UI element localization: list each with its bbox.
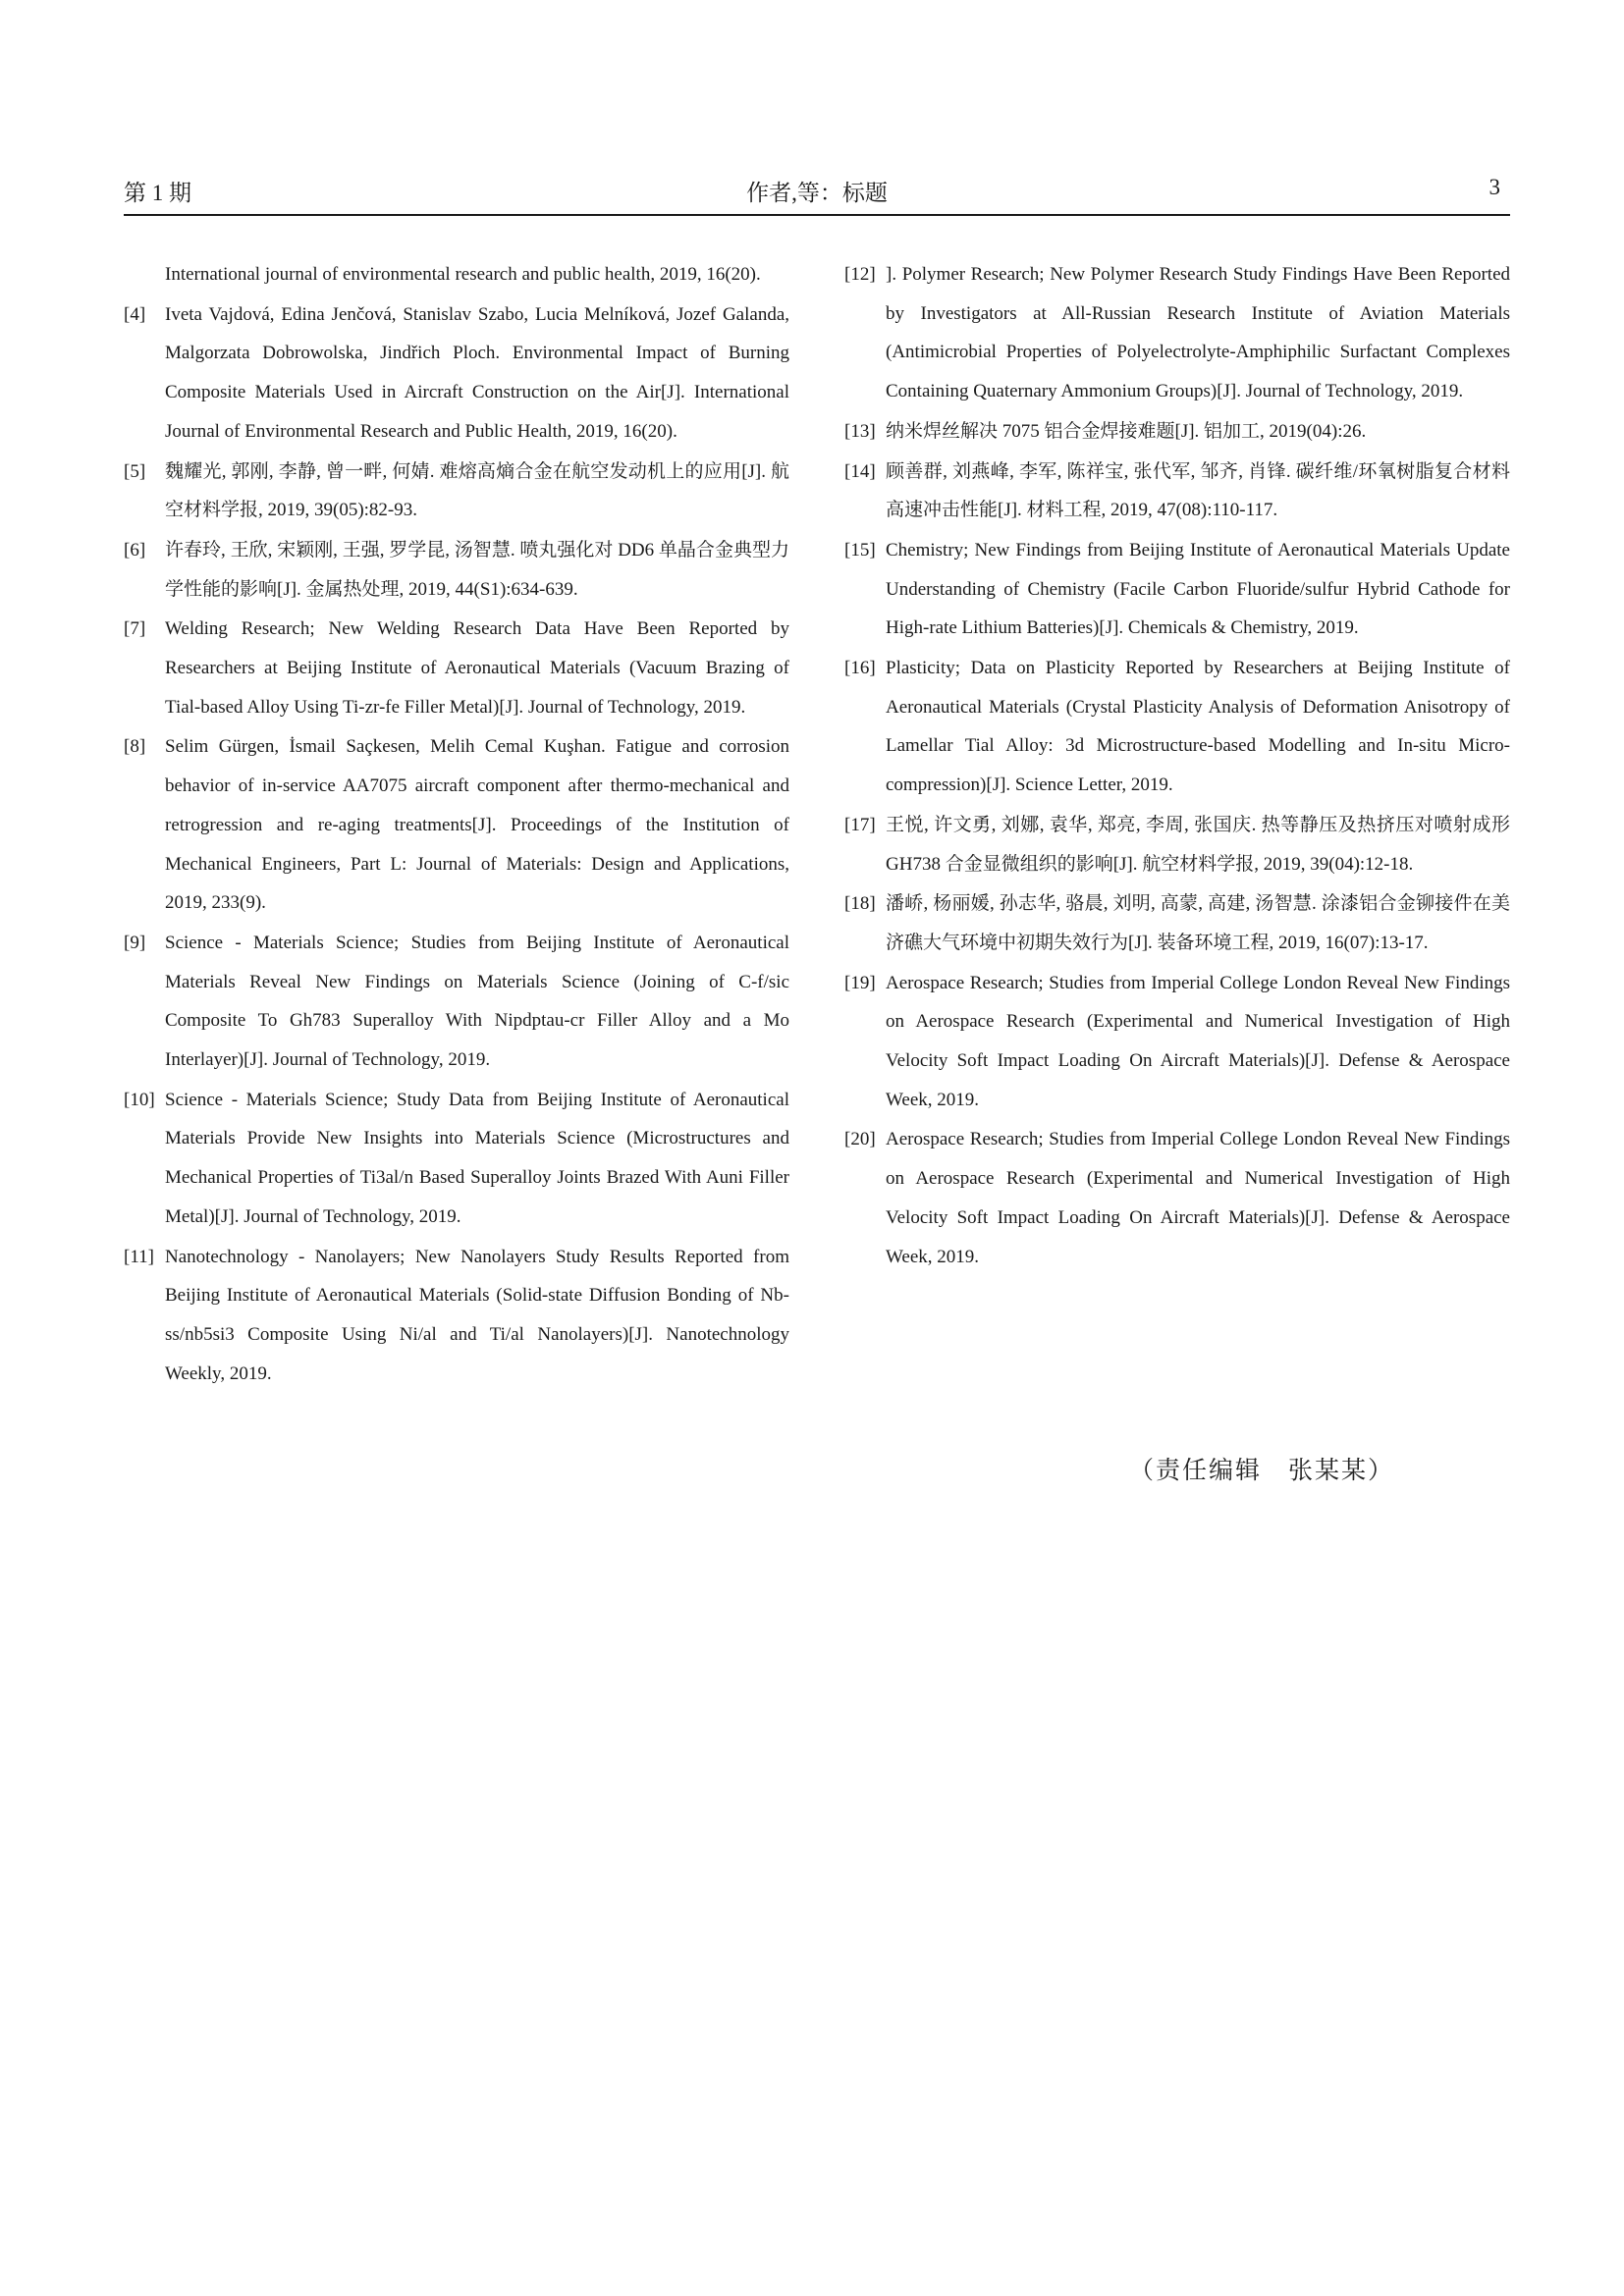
- reference-text: Iveta Vajdová, Edina Jenčová, Stanislav Szabo, Lucia Melníková, Jozef Galanda, Malgorzata Dobrowolska, Jindřich Ploch. Environmental Impact of Burning Composite Materials Used in Aircraft Construction on the Air[J]. International Journal of Environmental Research and Public Health, 2019, 16(20).: [165, 303, 789, 442]
- reference-text: 纳米焊丝解决 7075 铝合金焊接难题[J]. 铝加工, 2019(04):26.: [886, 420, 1367, 442]
- reference-item: [124, 1238, 789, 1394]
- reference-item: [844, 806, 1510, 883]
- reference-number: [10]: [124, 1089, 155, 1110]
- reference-text: 魏耀光, 郭刚, 李静, 曾一畔, 何婧. 难熔高熵合金在航空发动机上的应用[J]. 航空材料学报, 2019, 39(05):82-93.: [165, 460, 789, 521]
- reference-number: [15]: [844, 539, 876, 561]
- reference-number: [5]: [124, 460, 146, 482]
- reference-item: [844, 453, 1510, 530]
- reference-text: Aerospace Research; Studies from Imperial College London Reveal New Findings on Aerospace Research (Experimental and Numerical Investigation of High Velocity Soft Impact Loading On Aircraft Materials)[J]. Defense & Aerospace Week, 2019.: [886, 1129, 1510, 1267]
- reference-number: [11]: [124, 1246, 154, 1267]
- reference-item: [844, 412, 1510, 452]
- reference-text: Aerospace Research; Studies from Imperial College London Reveal New Findings on Aerospace Research (Experimental and Numerical Investigation of High Velocity Soft Impact Loading On Aircraft Materials)[J]. Defense & Aerospace Week, 2019.: [886, 972, 1510, 1110]
- reference-item: [844, 531, 1510, 648]
- reference-text: 潘峤, 杨丽媛, 孙志华, 骆晨, 刘明, 高蒙, 高建, 汤智慧. 涂漆铝合金铆接件在美济礁大气环境中初期失效行为[J]. 装备环境工程, 2019, 16(07):13-17.: [886, 893, 1510, 953]
- reference-text: Selim Gürgen, İsmail Saçkesen, Melih Cemal Kuşhan. Fatigue and corrosion behavior of in-service AA7075 aircraft component after thermo-mechanical and retrogression and re-aging treatments[J]. Proceedings of the Institution of Mechanical Engineers, Part L: Journal of Materials: Design and Applications, 2019, 233(9).: [165, 736, 789, 914]
- reference-text: 许春玲, 王欣, 宋颖刚, 王强, 罗学昆, 汤智慧. 喷丸强化对 DD6 单晶合金典型力学性能的影响[J]. 金属热处理, 2019, 44(S1):634-639.: [165, 539, 789, 600]
- reference-number: [8]: [124, 736, 146, 758]
- reference-number: [13]: [844, 420, 876, 442]
- reference-text: ]. Polymer Research; New Polymer Research Study Findings Have Been Reported by Investigators at All-Russian Research Institute of Aviation Materials (Antimicrobial Properties of Polyelectrolyte-Amphiphilic Surfactant Complexes Containing Quaternary Ammonium Groups)[J]. Journal of Technology, 2019.: [886, 264, 1510, 402]
- reference-item: [124, 531, 789, 609]
- reference-item: [844, 964, 1510, 1120]
- running-header: [124, 175, 1510, 210]
- reference-number: [17]: [844, 814, 876, 835]
- reference-text: Science - Materials Science; Studies from Beijing Institute of Aeronautical Materials Reveal New Findings on Materials Science (Joining of C-f/sic Composite To Gh783 Superalloy With Nipdptau-cr Filler Alloy and a Mo Interlayer)[J]. Journal of Technology, 2019.: [165, 932, 789, 1071]
- reference-number: [4]: [124, 303, 146, 325]
- reference-number: [19]: [844, 972, 876, 993]
- reference-text: Welding Research; New Welding Research Data Have Been Reported by Researchers at Beijing Institute of Aeronautical Materials (Vacuum Brazing of Tial-based Alloy Using Ti-zr-fe Filler Metal)[J]. Journal of Technology, 2019.: [165, 618, 789, 718]
- reference-text: Chemistry; New Findings from Beijing Institute of Aeronautical Materials Update Understanding of Chemistry (Facile Carbon Fluoride/sulfur Hybrid Cathode for High-rate Lithium Batteries)[J]. Chemicals & Chemistry, 2019.: [886, 539, 1510, 639]
- reference-item: [844, 649, 1510, 805]
- reference-number: [6]: [124, 539, 146, 561]
- reference-item: [124, 924, 789, 1080]
- reference-text: Science - Materials Science; Study Data from Beijing Institute of Aeronautical Materials Provide New Insights into Materials Science (Microstructures and Mechanical Properties of Ti3al/n Based Superalloy Joints Brazed With Auni Filler Metal)[J]. Journal of Technology, 2019.: [165, 1089, 789, 1227]
- running-title: 作者,等：标题: [746, 181, 888, 205]
- responsible-editor: （责任编辑 张某某）: [1129, 1456, 1395, 1484]
- reference-item: [124, 727, 789, 923]
- references-left-column: [124, 255, 789, 1394]
- reference-item: [124, 295, 789, 452]
- reference-text: International journal of environmental research and public health, 2019, 16(20).: [165, 264, 761, 285]
- reference-text: 王悦, 许文勇, 刘娜, 袁华, 郑亮, 李周, 张国庆. 热等静压及热挤压对喷射成形 GH738 合金显微组织的影响[J]. 航空材料学报, 2019, 39(04):12-18.: [886, 814, 1510, 875]
- reference-item: [124, 453, 789, 530]
- issue-number: 第 1 期: [124, 181, 191, 205]
- reference-item: [844, 255, 1510, 411]
- references-right-column: [844, 255, 1510, 1277]
- reference-number: [14]: [844, 460, 876, 482]
- reference-text: Plasticity; Data on Plasticity Reported by Researchers at Beijing Institute of Aeronautical Materials (Crystal Plasticity Analysis of Deformation Anisotropy of Lamellar Tial Alloy: 3d Microstructure-based Modelling and In-situ Micro-compression)[J]. Science Letter, 2019.: [886, 658, 1510, 796]
- reference-item: [844, 884, 1510, 962]
- reference-item: [844, 1120, 1510, 1276]
- reference-item: [124, 1081, 789, 1237]
- reference-number: [18]: [844, 893, 876, 915]
- reference-continuation: [124, 255, 789, 294]
- reference-number: [20]: [844, 1129, 876, 1150]
- reference-text: Nanotechnology - Nanolayers; New Nanolayers Study Results Reported from Beijing Institute of Aeronautical Materials (Solid-state Diffusion Bonding of Nb-ss/nb5si3 Composite Using Ni/al and Ti/al Nanolayers)[J]. Nanotechnology Weekly, 2019.: [165, 1246, 789, 1384]
- reference-number: [9]: [124, 932, 146, 953]
- header-rule: [124, 214, 1510, 216]
- page-number: 3: [1489, 175, 1500, 199]
- reference-number: [7]: [124, 618, 146, 640]
- reference-item: [124, 610, 789, 726]
- reference-number: [12]: [844, 264, 876, 285]
- reference-number: [16]: [844, 658, 876, 679]
- reference-text: 顾善群, 刘燕峰, 李军, 陈祥宝, 张代军, 邹齐, 肖锋. 碳纤维/环氧树脂复合材料高速冲击性能[J]. 材料工程, 2019, 47(08):110-117.: [886, 460, 1510, 521]
